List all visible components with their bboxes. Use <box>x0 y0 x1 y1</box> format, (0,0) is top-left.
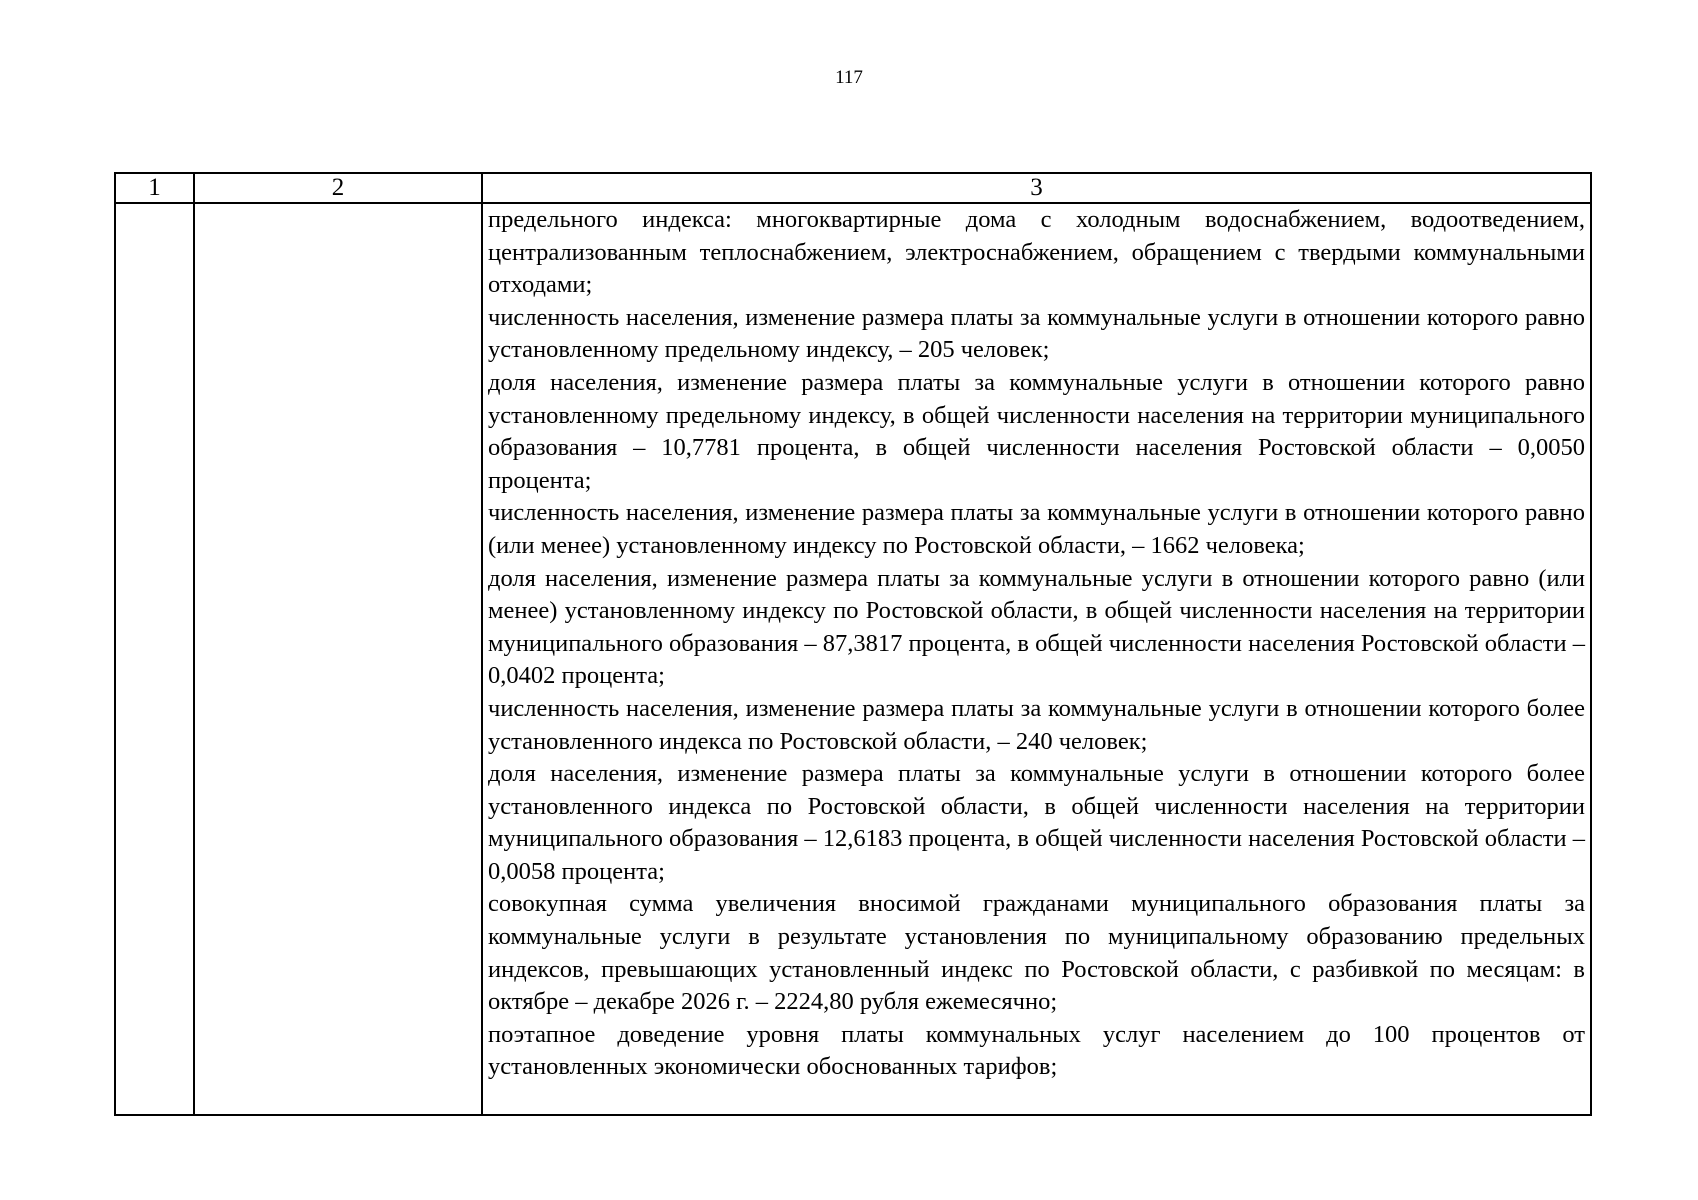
paragraph: совокупная сумма увеличения вносимой гражданами муниципального образования платы за коммунальные услуги в результате установления по муниципальному образованию предельных индексов, превышающих установленный индекс по Ростовской области, с разбивкой по месяцам: в октябре – декабре 2026 г. – 2224,80 рубля ежемесячно; <box>488 890 1585 1016</box>
paragraph: численность населения, изменение размера платы за коммунальные услуги в отношении которого равно установленному предельному индексу, – 205 человек; <box>488 303 1585 364</box>
document-table <box>114 172 1592 1116</box>
cell-col3 <box>482 203 1591 1115</box>
table-row <box>115 203 1591 1115</box>
paragraph: предельного индекса: многоквартирные дома с холодным водоснабжением, водоотведением, централизованным теплоснабжением, электроснабжением, обращением с твердыми коммунальными отходами; <box>488 206 1585 299</box>
paragraph: доля населения, изменение размера платы за коммунальные услуги в отношении которого равно (или менее) установленному индексу по Ростовской области, в общей численности населения на территории муниципального образования – 87,3817 процента, в общей численности населения Ростовской области – 0,0402 процента; <box>488 564 1585 690</box>
paragraph: численность населения, изменение размера платы за коммунальные услуги в отношении которого более установленного индекса по Ростовской области, – 240 человек; <box>488 694 1585 755</box>
paragraph: численность населения, изменение размера платы за коммунальные услуги в отношении которого равно (или менее) установленному индексу по Ростовской области, – 1662 человека; <box>488 499 1585 559</box>
column-header-1: 1 <box>115 173 194 203</box>
paragraph: доля населения, изменение размера платы за коммунальные услуги в отношении которого более установленного индекса по Ростовской области, в общей численности населения на территории муниципального образования – 12,6183 процента, в общей численности населения Ростовской области – 0,0058 процента; <box>488 760 1585 885</box>
table-header-row <box>115 173 1591 203</box>
paragraph: доля населения, изменение размера платы за коммунальные услуги в отношении которого равно установленному предельному индексу, в общей численности населения на территории муниципального образования – 10,7781 процента, в общей численности населения Ростовской области – 0,0050 процента; <box>488 368 1585 494</box>
paragraph: поэтапное доведение уровня платы коммунальных услуг населением до 100 процентов от установленных экономически обоснованных тарифов; <box>488 1020 1585 1081</box>
page-number: 117 <box>835 67 863 88</box>
column-header-3: 3 <box>482 173 1591 203</box>
column-header-2: 2 <box>194 173 482 203</box>
cell-col2 <box>194 203 482 1115</box>
cell-col1 <box>115 203 194 1115</box>
